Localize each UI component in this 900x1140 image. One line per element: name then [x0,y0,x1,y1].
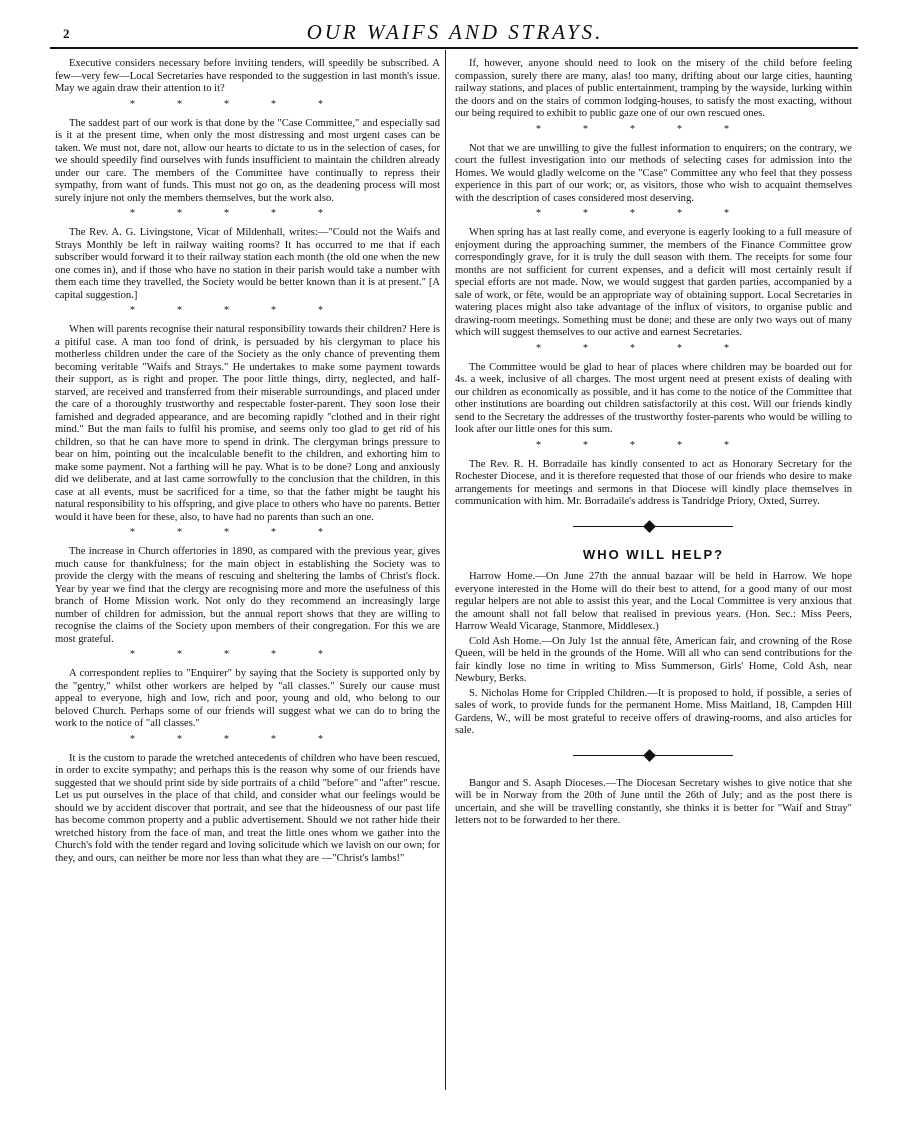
star-divider: ***** [130,649,365,660]
paragraph: It is the custom to parade the wretched antecedents of children who have been rescued, in order to excite sympathy; and perhaps this is the reason why some of our friends have suggested that we should print side by side portraits of a child "before" and "after" rescue. Let us put ourselves in the place of that child, and consider what our feelings would be should we by accident discover that portrait, and see that the hideousness of our past life has become common property and a public advertisement. Should we not rather hide their wretched history from the face of man, and treat the little ones whom we gather into the Church's fold with the tender regard and loving solicitude which we lavish on our own; for they, and ours, can neither be more nor less than what they are —"Christ's lambs!" [55,752,440,864]
star-divider: ***** [536,208,771,219]
page-header [55,18,855,48]
ornament-divider [455,744,852,768]
diamond-icon [643,749,656,762]
paragraph: When will parents recognise their natural responsibility towards their children? Here is a pitiful case. A man too fond of drink, is persuaded by his clergyman to place his motherless children under the care of the Society as the only chance of preventing them becoming veritable "Waifs and Strays." He undertakes to make some payment towards their support, as is right and proper. The poor little things, dirty, neglected, and half-starved, are received and transferred from their miserable surroundings, and placed under the care of a thoroughly trustworthy and respectable foster-parent. They soon lose their famished and degraded appearance, and are becoming rapidly "clothed and in their right mind." But the man fails to fulfil his promise, and seems only too glad to get rid of his children, so that he can have more to spend in drink. The clergyman brings pressure to bear on him, pointing out the incalculable benefit to the children, and exhorting him to make some payment. Not a farthing will he pay. What is to be done? Long and anxiously did we deliberate, and at last came sorrowfully to the conclusion that the children, in this case at all events, must be sacrificed for a time, so that the father might be taught his natural responsibility to his offspring, and give place to others who have no parents. Better would it have been for these, also, to have had no parents than such an one. [55,324,440,523]
running-title: OUR WAIFS AND STRAYS. [306,20,604,44]
diamond-icon [643,520,656,533]
star-divider: ***** [130,305,365,316]
star-divider: ***** [130,98,365,110]
section-title: WHO WILL HELP? [582,546,725,562]
paragraph: A correspondent replies to "Enquirer" by saying that the Society is supported only by the "gentry," whilst other workers are helped by "all classes." Surely our cause must appeal to everyone, high and low, rich and poor, young and old, who belong to our beloved Church. Perhaps some of our friends will suggest what we can do to bring the work to the notice of "all classes." [55,668,440,729]
ornament-divider [455,515,852,539]
star-divider: ***** [130,733,365,745]
star-divider: ***** [536,342,771,354]
paragraph: Executive considers necessary before inviting tenders, will speedily be subscribed. A few—very few—Local Secretaries have responded to the suggestion in last month's issue. May we again draw their attention to it? [55,58,440,94]
paragraph: The Committee would be glad to hear of places where children may be boarded out for 4s. a week, inclusive of all charges. The most urgent need at present exists of dealing with our children as economically as possible, and it has come to the notice of the Committee that other institutions are boarding out children satisfactorily at this cost. Will our friends kindly send to the Secretary the addresses of the trustworthy foster-parents who would be willing to look after our little ones for this sum. [455,361,852,435]
star-divider: ***** [130,208,365,219]
paragraph: Not that we are unwilling to give the fullest information to enquirers; on the contrary, we court the fullest investigation into our methods of selecting cases for admission into the Homes. We would gladly welcome on the "Case" Committee any who feel that they possess experience in this part of our work; or, as visitors, those who wish to acquaint themselves with the description of cases considered most deserving. [455,142,852,204]
paragraph: The saddest part of our work is that done by the "Case Committee," and especially sad is it at the present time, when only the most distressing and most urgent cases can be taken. We must not, dare not, allow our hearts to dictate to us in the selection of cases, for we should speedily find ourselves with funds insufficient to maintain the children already under our care. The members of the Committee have continually to repress their sympathy, from want of funds. This must not go on, as the deadening process will most surely injure not only the members themselves, but the work also. [55,117,440,204]
page-number: 2 [63,26,70,41]
paragraph: The Rev. R. H. Borradaile has kindly consented to act as Honorary Secretary for the Rochester Diocese, and it is therefore requested that those of our friends who desire to make arrangements for meetings and sermons in that Diocese will kindly place themselves in communication with him. Mr. Borradaile's address is Tandridge Priory, Oxted, Surrey. [455,458,852,507]
star-divider: ***** [536,123,771,135]
paragraph: If, however, anyone should need to look on the misery of the child before feeling compassion, surely there are many, alas! too many, drifting about our large cities, haunting railway stations, and places of public entertainment, tramping by the wayside, lurking within the doors and on the stairs of common lodging-houses, to satisfy the most exacting, without our being required to exhibit to public gaze one of our own rescued ones. [455,58,852,119]
paragraph: The increase in Church offertories in 1890, as compared with the previous year, gives much cause for thankfulness; for the main object in establishing the Society was to provide the clergy with the means of rescuing and sheltering the lambs of Christ's flock. Year by year we find that the clergy are recognising more and more the usefulness of this branch of Home Mission work. Not only do they recommend an increasingly large number of children for admission, but the annual report shows that they are willing to recognise the claims of the Society upon members of their congregation. For this we are most grateful. [55,546,440,645]
notice-item: Harrow Home.—On June 27th the annual bazaar will be held in Harrow. We hope everyone interested in the Home will do their best to attend, for a good many of our most regular helpers are not able to assist this year, and the Local Committee is very anxious that the amount shall not fall below that realised in previous years. (Hon. Sec.: Miss Peers, Harrow Weald Vicarage, Stanmore, Middlesex.) [455,571,852,632]
notice-item: S. Nicholas Home for Crippled Children.—It is proposed to hold, if possible, a series of sales of work, to provide funds for the permanent Home. Miss Maitland, 18, Campden Hill Gardens, W., will be most grateful to receive offers of drawing-rooms, and also articles for sale. [455,687,852,736]
paragraph: When spring has at last really come, and everyone is eagerly looking to a full measure of enjoyment during the approaching summer, the members of the Finance Committee grow correspondingly grave, for it is truly the dull season with them. The receipts for some four months are not sufficient for current expenses, and a deficit will most certainly result if special efforts are not made. Now, we would suggest that garden parties, accompanied by a sale of work, or fête, would be an appropriate way of obtaining support. Local Secretaries in watering places might also take advantage of the influx of visitors, to organise public and drawing-room meetings. Something must be done; and these are only two ways out of many which will suggest themselves to our active and earnest Secretaries. [455,227,852,338]
star-divider: ***** [536,439,771,451]
star-divider: ***** [130,527,365,538]
paragraph: The Rev. A. G. Livingstone, Vicar of Mildenhall, writes:—"Could not the Waifs and Strays Monthly be left in railway waiting rooms? It has occurred to me that if each subscriber would forward it to their railway station each month (the old one when the new one comes in), and if those who have no station in their parish would take a number with them each time they travelled, the Society would be better known than it is at present." [A capital suggestion.] [55,227,440,301]
header-rule [50,47,858,49]
notice-item: Cold Ash Home.—On July 1st the annual fête, American fair, and crowning of the Rose Queen, will be held in the grounds of the Home. Will all who can send contributions for the fair kindly lose no time in writing to Miss Summerson, Girls' Home, Cold Ash, near Newbury, Berks. [455,635,852,684]
column-divider [445,50,446,1090]
notice-item: Bangor and S. Asaph Dioceses.—The Diocesan Secretary wishes to give notice that she will be in Norway from the 20th of June until the 26th of July; and as the post there is uncertain, and she will be travelling constantly, she thinks it is better for "Waif and Stray" letters not to be forwarded to her there. [455,777,852,826]
right-column [455,58,852,830]
left-column [55,58,440,867]
